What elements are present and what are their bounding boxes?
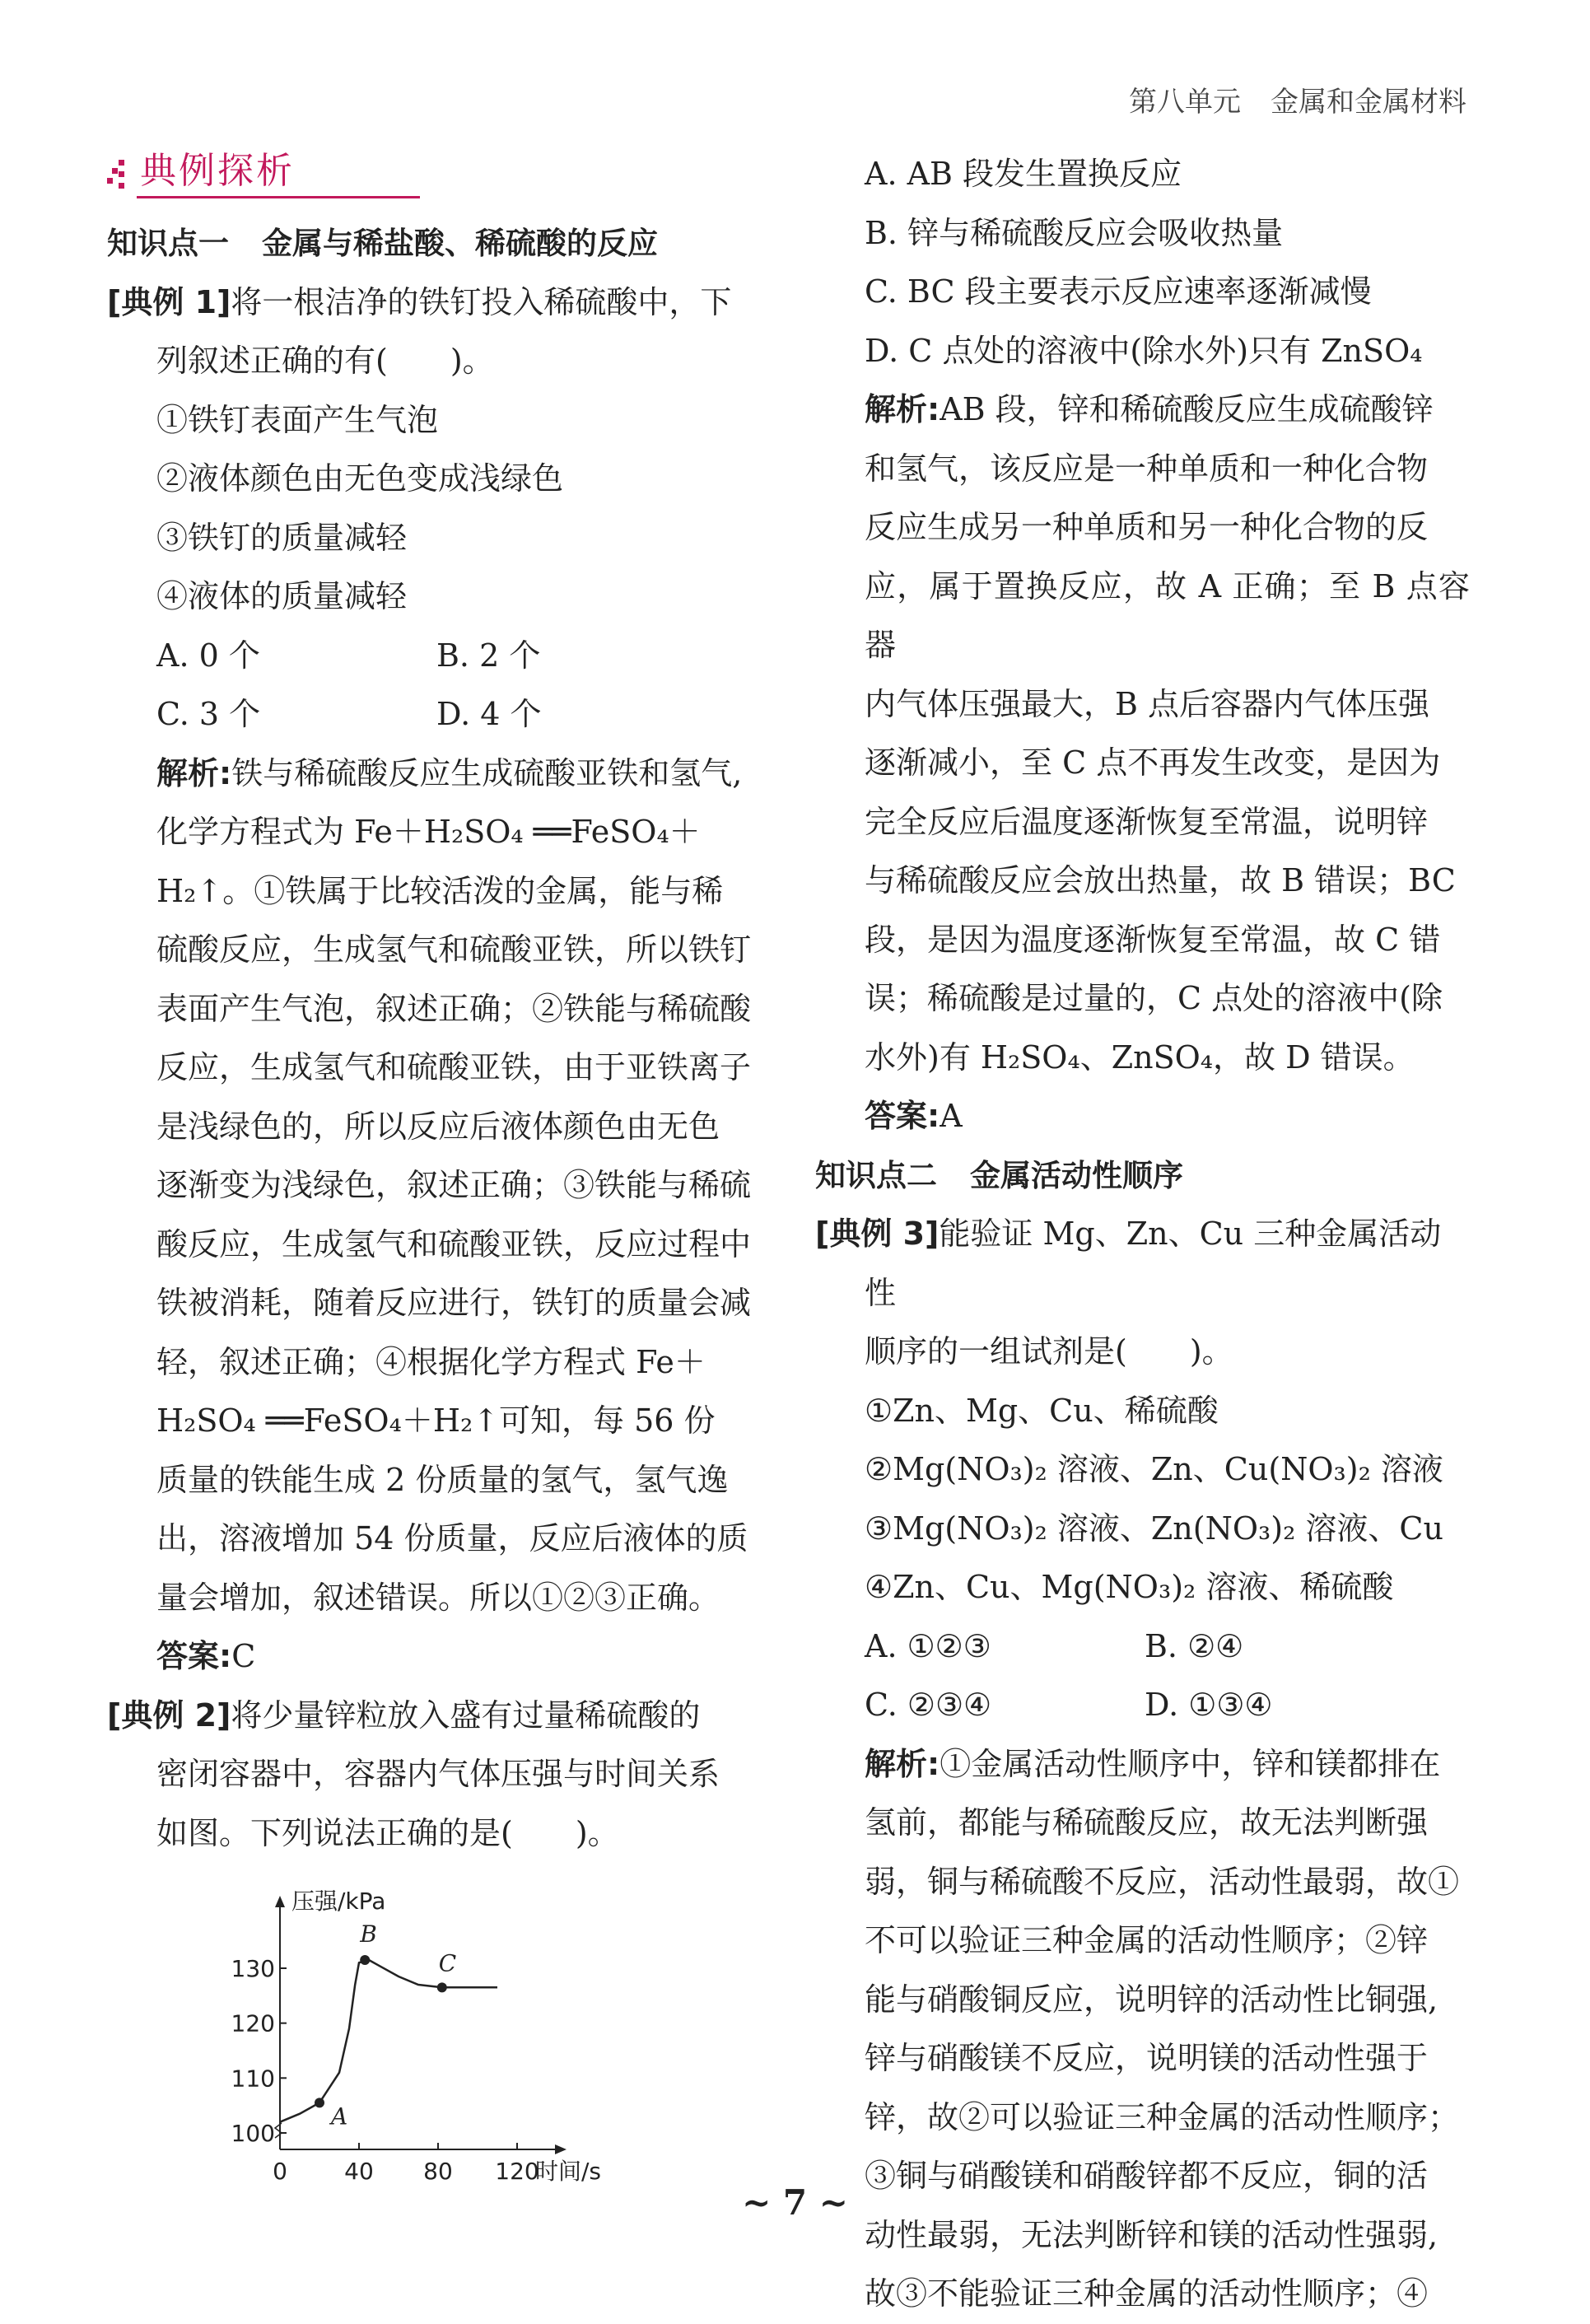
analysis-line: 水外)有 H₂SO₄、ZnSO₄，故 D 错误。 [865, 1038, 1415, 1076]
pressure-curve [280, 1960, 497, 2122]
analysis-line: 是浅绿色的，所以反应后液体颜色由无色 [156, 1108, 720, 1145]
point-b [360, 1955, 370, 1965]
example-1-line-2: 列叙述正确的有( )。 [156, 343, 494, 379]
analysis-line: 铁与稀硫酸反应生成硫酸亚铁和氢气, [231, 754, 743, 791]
example-1-item-2: ②液体颜色由无色变成浅绿色 [156, 460, 564, 497]
example-1-item-3: ③铁钉的质量减轻 [156, 519, 408, 556]
example-2-analysis-label: 解析: [865, 391, 940, 427]
banner-underline [137, 196, 420, 198]
kp2-name: 金属活动性顺序 [970, 1157, 1183, 1193]
kp1-name: 金属与稀盐酸、稀硫酸的反应 [262, 226, 658, 261]
topic-label: 金属和金属材料 [1271, 86, 1466, 119]
analysis-line: 逐渐变为浅绿色，叙述正确；③铁能与稀硫 [156, 1167, 752, 1203]
example-1-option-a: A. 0 个 [156, 637, 260, 674]
x-tick-label: 120 [495, 2158, 539, 2185]
section-title: 典例探析 [140, 150, 295, 192]
example-1-analysis-label: 解析: [156, 754, 232, 791]
section-banner [107, 148, 758, 208]
example-3-item-2: ②Mg(NO₃)₂ 溶液、Zn、Cu(NO₃)₂ 溶液 [865, 1451, 1443, 1487]
example-1-options-cd [107, 685, 758, 744]
analysis-line: 量会增加，叙述错误。所以①②③正确。 [156, 1579, 720, 1616]
analysis-line: H₂↑。①铁属于比较活泼的金属，能与稀 [156, 872, 724, 909]
analysis-line: H₂SO₄ ══FeSO₄＋H₂↑可知，每 56 份 [156, 1402, 716, 1439]
example-3-option-c: C. ②③④ [865, 1687, 992, 1723]
example-2-answer-label: 答案: [865, 1098, 940, 1134]
knowledge-point-1 [107, 214, 758, 273]
analysis-line: 铁被消耗，随着反应进行，铁钉的质量会减 [156, 1285, 752, 1321]
example-3-analysis-label: 解析: [865, 1745, 940, 1782]
right-column [815, 145, 1470, 2324]
example-1-question [107, 273, 758, 391]
analysis-line: 出，溶液增加 54 份质量，反应后液体的质 [156, 1520, 748, 1556]
example-1-tag: [典例 1] [107, 283, 231, 320]
analysis-line: ③铜与硝酸镁和硝酸锌都不反应，铜的活 [865, 2158, 1429, 2194]
analysis-line: 完全反应后温度逐渐恢复至常温，说明锌 [865, 803, 1429, 840]
example-1-option-d: D. 4 个 [436, 696, 542, 732]
analysis-line: 误；稀硫酸是过量的，C 点处的溶液中(除 [865, 980, 1443, 1016]
analysis-line: 故③不能验证三种金属的活动性顺序；④ [865, 2275, 1429, 2312]
point-label-a: A [331, 2102, 348, 2130]
example-2-option-a: A. AB 段发生置换反应 [865, 156, 1182, 192]
example-1-answer [107, 1627, 758, 1687]
analysis-line: 锌与硝酸镁不反应，说明镁的活动性强于 [865, 2040, 1429, 2076]
analysis-line: 段，是因为温度逐渐恢复至常温，故 C 错 [865, 921, 1441, 958]
analysis-line: 和氢气，该反应是一种单质和一种化合物 [865, 450, 1429, 487]
example-3-option-a: A. ①②③ [865, 1627, 991, 1664]
analysis-line: 硫酸反应，生成氢气和硫酸亚铁，所以铁钉 [156, 931, 752, 968]
x-tick-label: 40 [344, 2158, 374, 2185]
analysis-line: AB 段，锌和稀硫酸反应生成硫酸锌 [940, 391, 1434, 427]
example-3-tag: [典例 3] [815, 1216, 940, 1252]
knowledge-point-2 [815, 1146, 1470, 1206]
analysis-line: 表面产生气泡，叙述正确；②铁能与稀硫酸 [156, 990, 752, 1027]
y-axis-arrow-icon [275, 1896, 285, 1907]
example-1-item-4: ④液体的质量减轻 [156, 578, 408, 614]
example-2-question [107, 1687, 758, 1864]
y-tick-label: 100 [231, 2120, 275, 2147]
analysis-line: 与稀硫酸反应会放出热量，故 B 错误；BC [865, 862, 1456, 898]
example-1-answer-value: C [231, 1638, 256, 1674]
chart-svg [214, 1869, 675, 2199]
example-2-analysis [815, 380, 1470, 1087]
banner-dots-icon [107, 160, 132, 189]
example-1-item-1: ①铁钉表面产生气泡 [156, 401, 439, 438]
example-1-analysis [107, 744, 758, 1628]
example-3-line-1: 能验证 Mg、Zn、Cu 三种金属活动性 [865, 1216, 1442, 1311]
example-1-option-b: B. 2 个 [436, 637, 541, 674]
left-column [107, 148, 758, 2199]
x-tick-label: 80 [423, 2158, 453, 2185]
analysis-line: 反应，生成氢气和硫酸亚铁，由于亚铁离子 [156, 1049, 752, 1085]
analysis-line: 应，属于置换反应，故 A 正确；至 B 点容器 [865, 567, 1470, 663]
y-axis-label: 压强/kPa [291, 1888, 386, 1915]
example-1-option-c: C. 3 个 [156, 696, 261, 732]
example-3-option-b: B. ②④ [1145, 1627, 1244, 1664]
example-2-line-2: 密闭容器中，容器内气体压强与时间关系 [156, 1756, 720, 1792]
analysis-line: 能与硝酸铜反应，说明锌的活动性比铜强, [865, 1981, 1438, 2018]
pressure-time-chart [214, 1869, 790, 2199]
example-2-option-d: D. C 点处的溶液中(除水外)只有 ZnSO₄ [865, 332, 1423, 369]
unit-label: 第八单元 [1129, 86, 1241, 119]
analysis-line: ①金属活动性顺序中，锌和镁都排在 [940, 1745, 1441, 1782]
point-label-c: C [438, 1949, 457, 1977]
kp1-label: 知识点一 [107, 226, 229, 261]
example-3-line-2: 顺序的一组试剂是( )。 [865, 1333, 1233, 1370]
analysis-line: 反应生成另一种单质和另一种化合物的反 [865, 509, 1429, 545]
example-1-line-1: 将一根洁净的铁钉投入稀硫酸中，下 [231, 283, 732, 320]
analysis-line: 锌，故②可以验证三种金属的活动性顺序； [865, 2098, 1460, 2135]
analysis-line: 内气体压强最大，B 点后容器内气体压强 [865, 685, 1430, 722]
analysis-line: 氢前，都能与稀硫酸反应，故无法判断强 [865, 1804, 1429, 1841]
point-c [437, 1982, 447, 1992]
y-tick-label: 120 [231, 2009, 275, 2037]
example-3-options-cd [815, 1676, 1470, 1735]
example-3-item-3: ③Mg(NO₃)₂ 溶液、Zn(NO₃)₂ 溶液、Cu [865, 1510, 1443, 1547]
page-header [1129, 79, 1466, 119]
x-tick-label: 0 [273, 2158, 287, 2185]
y-tick-label: 130 [231, 1955, 275, 1982]
y-tick-label: 110 [231, 2065, 275, 2093]
example-3-options-ab [815, 1617, 1470, 1677]
analysis-line: 质量的铁能生成 2 份质量的氢气，氢气逸 [156, 1461, 729, 1498]
example-2-option-c: C. BC 段主要表示反应速率逐渐减慢 [865, 273, 1372, 310]
analysis-line: 化学方程式为 Fe＋H₂SO₄ ══FeSO₄＋ [156, 814, 701, 850]
kp2-label: 知识点二 [815, 1157, 937, 1193]
analysis-line: 动性最弱，无法判断锌和镁的活动性强弱, [865, 2216, 1438, 2253]
example-3-option-d: D. ①③④ [1145, 1687, 1273, 1723]
analysis-line: 轻，叙述正确；④根据化学方程式 Fe＋ [156, 1343, 706, 1380]
example-2-tag: [典例 2] [107, 1696, 231, 1734]
example-3-item-4: ④Zn、Cu、Mg(NO₃)₂ 溶液、稀硫酸 [865, 1569, 1394, 1605]
example-2-option-b: B. 锌与稀硫酸反应会吸收热量 [865, 214, 1284, 251]
analysis-line: 逐渐减小，至 C 点不再发生改变，是因为 [865, 744, 1441, 781]
example-2-line-3: 如图。下列说法正确的是( )。 [156, 1814, 619, 1851]
analysis-line: 不可以验证三种金属的活动性顺序；②锌 [865, 1922, 1429, 1958]
analysis-line: 酸反应，生成氢气和硫酸亚铁，反应过程中 [156, 1225, 752, 1262]
point-label-b: B [360, 1920, 377, 1948]
page-number: ~ 7 ~ [742, 2182, 848, 2223]
example-2-line-1: 将少量锌粒放入盛有过量稀硫酸的 [231, 1696, 701, 1734]
analysis-line: 弱，铜与稀硫酸不反应，活动性最弱，故① [865, 1863, 1460, 1900]
example-2-answer-value: A [940, 1098, 963, 1134]
x-axis-arrow-icon [555, 2144, 567, 2154]
point-a [315, 2098, 324, 2107]
example-2-answer [815, 1087, 1470, 1146]
x-axis-label: 时间/s [535, 2158, 602, 2185]
example-3-question [815, 1205, 1470, 1382]
example-3-item-1: ①Zn、Mg、Cu、稀硫酸 [865, 1392, 1219, 1429]
example-1-options-ab [107, 627, 758, 686]
example-1-answer-label: 答案: [156, 1638, 232, 1674]
example-3-analysis [815, 1735, 1470, 2324]
